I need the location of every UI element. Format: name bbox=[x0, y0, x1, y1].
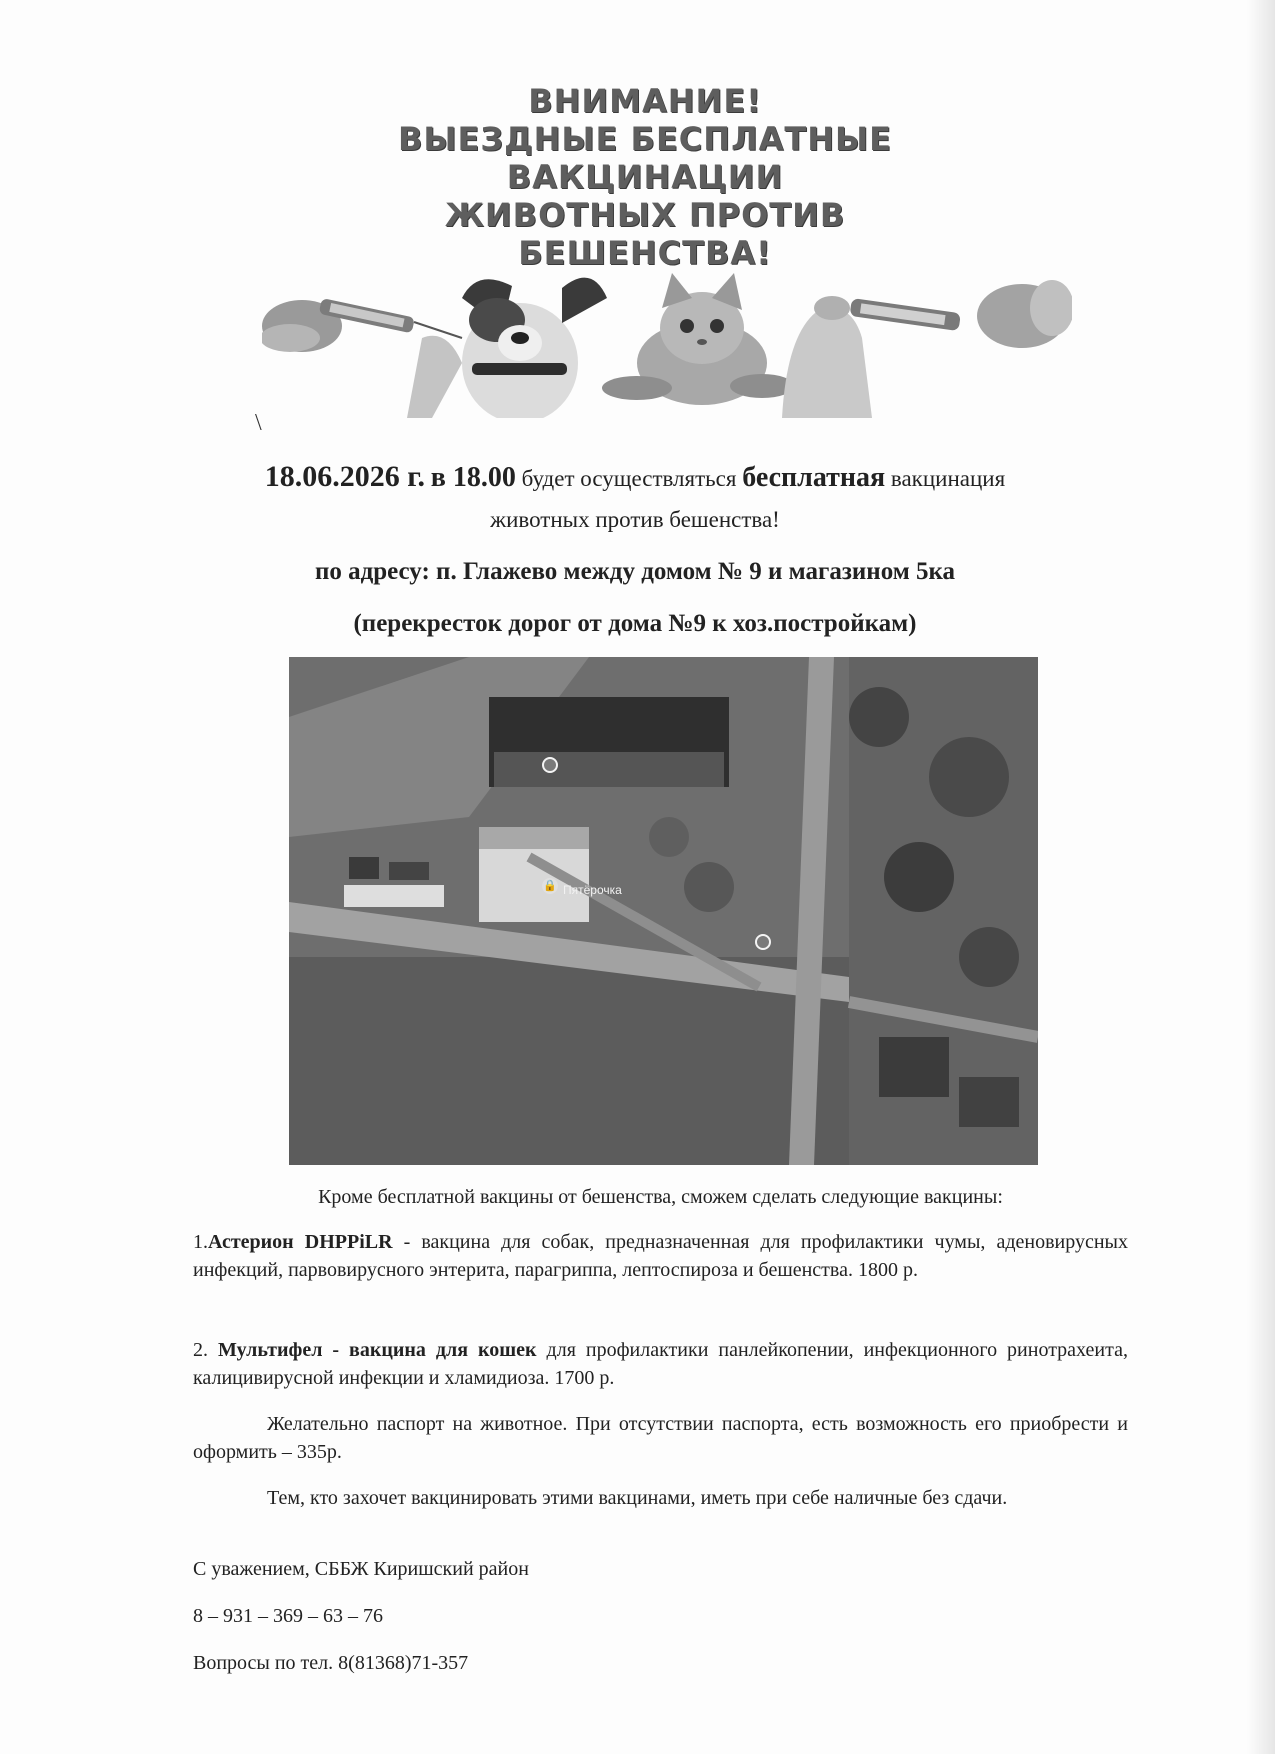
heading-line: ВНИМАНИЕ! bbox=[528, 82, 762, 120]
scan-edge bbox=[1247, 0, 1275, 1754]
stray-mark: \ bbox=[255, 410, 262, 436]
warning-heading bbox=[330, 82, 960, 272]
cat-icon bbox=[602, 273, 794, 405]
announcement-text: вакцинация bbox=[890, 466, 1006, 491]
heading-line: БЕШЕНСТВА! bbox=[518, 234, 772, 272]
phone-number: 8 – 931 – 369 – 63 – 76 bbox=[193, 1605, 383, 1627]
location-marker bbox=[755, 934, 771, 950]
heading-line: ЖИВОТНЫХ ПРОТИВ bbox=[444, 196, 846, 234]
cash-note: Тем, кто захочет вакцинировать этими вакцинами, иметь при себе наличные без сдачи. bbox=[267, 1487, 1008, 1509]
lock-icon: 🔒 bbox=[543, 879, 557, 892]
passport-note: Желательно паспорт на животное. При отсутствии паспорта, есть возможность его приобрести и оформить – 335р. bbox=[193, 1413, 1128, 1463]
vaccine-name: Астерион DHPPiLR bbox=[208, 1231, 393, 1253]
item-number: 1. bbox=[193, 1231, 208, 1253]
event-time: в 18.00 bbox=[430, 462, 516, 493]
signature: С уважением, СББЖ Киришский район bbox=[193, 1558, 529, 1580]
dog-icon bbox=[407, 278, 607, 418]
event-announcement bbox=[60, 462, 1210, 494]
satellite-map bbox=[289, 657, 1038, 1165]
questions-phone: Вопросы по тел. 8(81368)71-357 bbox=[193, 1652, 469, 1674]
heading-line: ВАКЦИНАЦИИ bbox=[506, 158, 784, 196]
event-crossroad: (перекресток дорог от дома №9 к хоз.постройкам) bbox=[353, 610, 917, 637]
banner-illustration bbox=[262, 268, 1072, 418]
event-address: по адресу: п. Глажево между домом № 9 и магазином 5ка bbox=[314, 558, 956, 585]
vaccine-name: Мультифел - вакцина для кошек bbox=[217, 1339, 537, 1361]
vaccines-intro: Кроме бесплатной вакцины от бешенства, сможем сделать следующие вакцины: bbox=[318, 1186, 1003, 1208]
map-store-label: Пятёрочка bbox=[563, 883, 622, 897]
vaccine-description: - вакцина для собак, предназначенная для профилактики чумы, аденовирусных инфекций, парвовирусного энтерита, парагриппа, лептоспироза и бешенства. 1800 р. bbox=[193, 1231, 1128, 1281]
free-label: бесплатная bbox=[742, 462, 886, 493]
item-number: 2. bbox=[193, 1339, 218, 1361]
vaccination-banner-image bbox=[262, 268, 1072, 418]
vaccine-description: для профилактики панлейкопении, инфекционного ринотрахеита, калицивирусной инфекции и хламидиоза. 1700 р. bbox=[193, 1339, 1128, 1389]
map-terrain bbox=[289, 657, 1038, 1165]
heading-line: ВЫЕЗДНЫЕ БЕСПЛАТНЫЕ bbox=[397, 120, 893, 158]
event-date: 18.06.2026 г. bbox=[264, 460, 426, 493]
vaccine-item-dogs bbox=[193, 1228, 1128, 1284]
vaccine-item-cats bbox=[193, 1336, 1128, 1392]
announcement-line2: животных против бешенства! bbox=[490, 507, 780, 532]
location-marker bbox=[542, 757, 558, 773]
announcement-text: будет осуществляться bbox=[521, 466, 737, 491]
right-syringe-icon bbox=[782, 280, 1072, 418]
